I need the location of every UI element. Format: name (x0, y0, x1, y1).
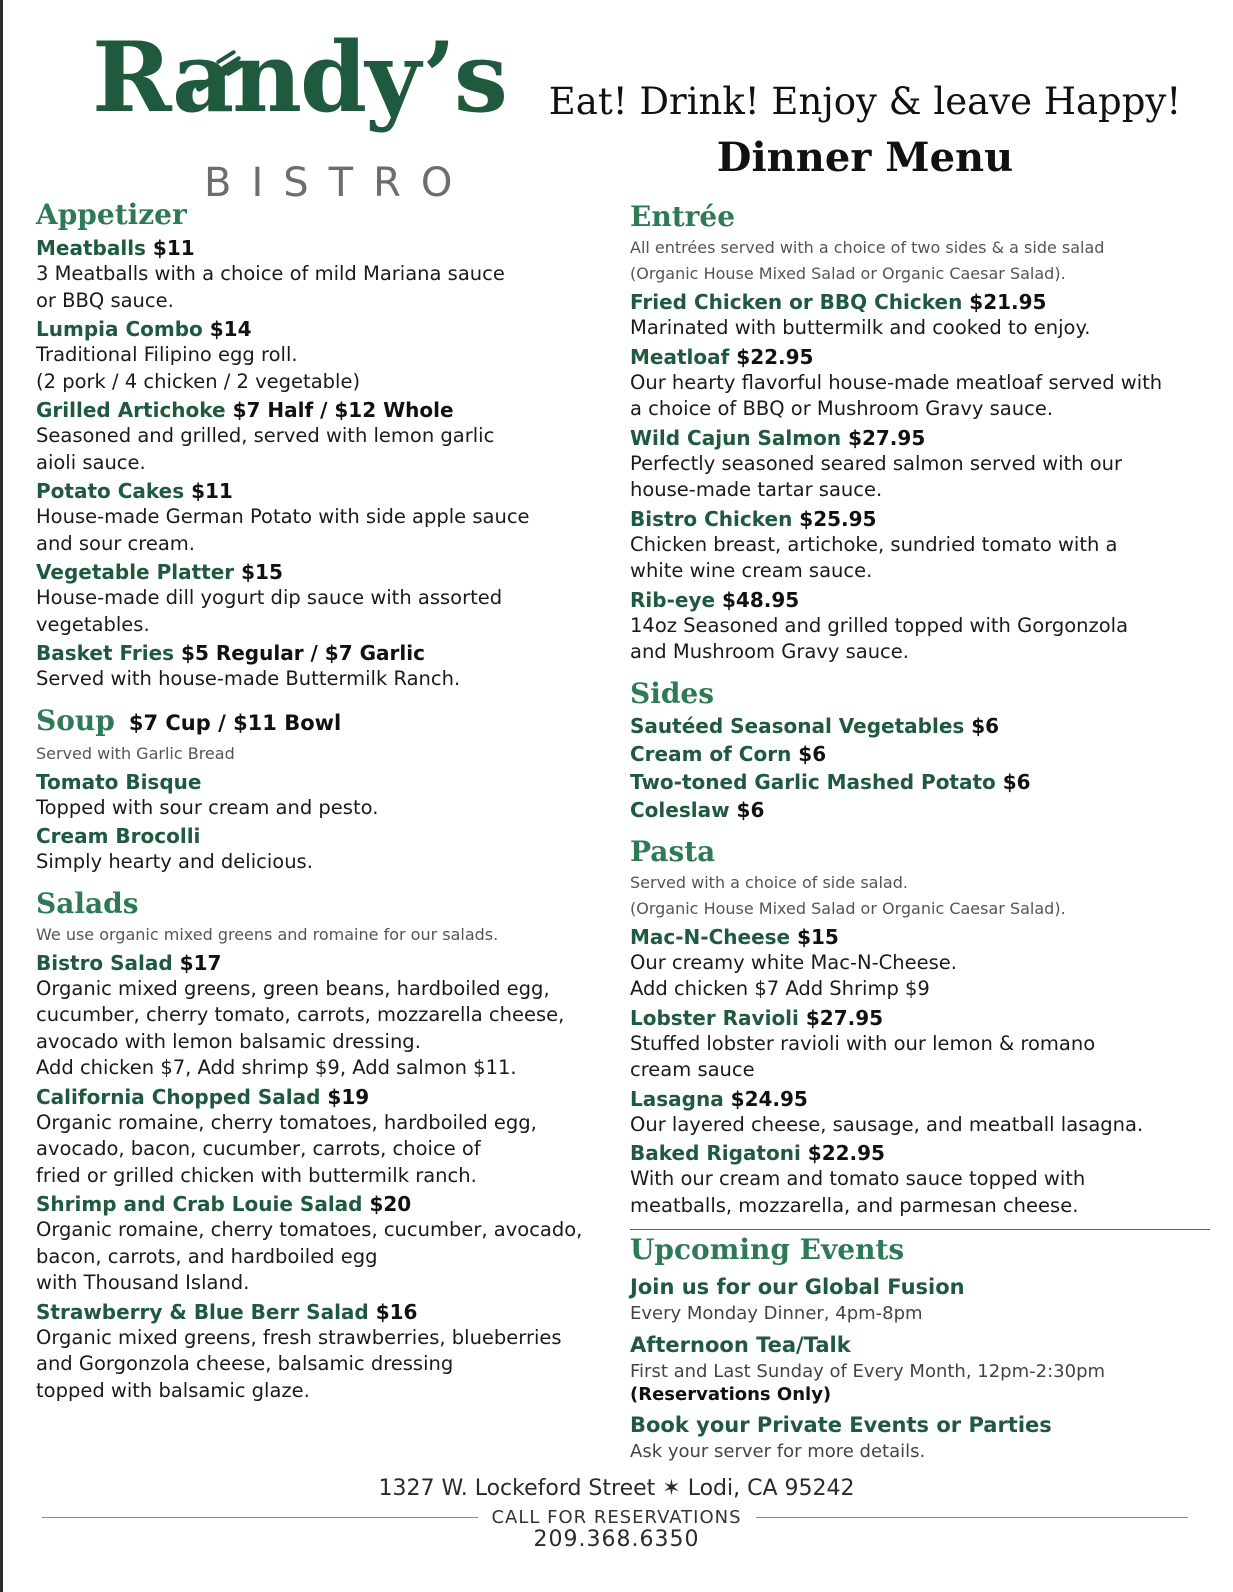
item-description: Organic romaine, cherry tomatoes, cucumber, avocado, (36, 1218, 583, 1241)
item-name-text: Rib-eye (630, 587, 716, 612)
menu-item (630, 289, 1215, 342)
item-name (36, 769, 616, 795)
item-name (630, 506, 1215, 532)
entree-title: Entrée (630, 200, 736, 233)
item-name-text: Grilled Artichoke (36, 398, 226, 422)
item-description: Chicken breast, artichoke, sundried tomato with a (630, 532, 1118, 556)
footer-call-label: CALL FOR RESERVATIONS (491, 1507, 742, 1528)
item-description: With our cream and tomato sauce topped with (630, 1167, 1086, 1190)
item-description: House-made German Potato with side apple sauce (36, 505, 530, 528)
salads-list (36, 950, 616, 1405)
menu-item (36, 823, 616, 876)
item-name (36, 559, 616, 585)
menu-item (630, 344, 1215, 423)
item-description: Add chicken $7, Add shrimp $9, Add salmon $11. (36, 1056, 517, 1079)
side-item (630, 796, 1215, 824)
item-description: avocado, bacon, cucumber, carrots, choice of (36, 1137, 481, 1160)
side-item-name: Cream of Corn (630, 741, 792, 766)
sides-list (630, 712, 1215, 824)
menu-item (36, 397, 616, 476)
item-name-text: Lasagna (630, 1086, 724, 1111)
item-description: Served with house-made Buttermilk Ranch. (36, 667, 461, 690)
item-description: aioli sauce. (36, 450, 146, 474)
side-item-price: $6 (798, 741, 827, 766)
event-description: Ask your server for more details. (630, 1441, 926, 1462)
item-name (630, 425, 1215, 451)
event-description: First and Last Sunday of Every Month, 12pm-2:30pm (630, 1361, 1106, 1382)
item-price: $15 (241, 560, 283, 584)
item-name-text: Cream Brocolli (36, 824, 201, 848)
item-name (36, 316, 616, 342)
item-description: and sour cream. (36, 531, 195, 555)
item-name (36, 235, 616, 261)
item-name (36, 950, 616, 976)
item-name-text: Baked Rigatoni (630, 1141, 801, 1165)
item-name-text: Meatballs (36, 236, 146, 260)
soup-note: Served with Garlic Bread (36, 743, 235, 763)
soup-title (36, 703, 616, 741)
right-column (630, 199, 1215, 1464)
item-description: vegetables. (36, 612, 150, 636)
item-description: House-made dill yogurt dip sauce with assorted (36, 586, 503, 609)
item-name-text: Bistro Chicken (630, 506, 793, 531)
sides-title: Sides (630, 676, 715, 710)
item-name (630, 344, 1215, 370)
item-name (630, 587, 1215, 613)
item-price: $21.95 (969, 290, 1047, 314)
menu-item (36, 1299, 616, 1405)
side-item-name: Sautéed Seasonal Vegetables (630, 713, 965, 738)
pasta-title: Pasta (630, 834, 716, 868)
item-description: cucumber, cherry tomato, carrots, mozzarella cheese, (36, 1003, 565, 1026)
item-name-text: Shrimp and Crab Louie Salad (36, 1192, 363, 1216)
item-price: $14 (209, 317, 252, 341)
page-edge (0, 0, 3, 1592)
soup-title-text: Soup (36, 703, 115, 737)
item-price: $27.95 (848, 425, 926, 450)
item-name (36, 397, 616, 423)
side-item-price: $6 (971, 713, 1000, 738)
item-description: Perfectly seasoned seared salmon served with our (630, 451, 1123, 475)
menu-item (630, 587, 1215, 666)
logo-subtitle: BISTRO (204, 160, 473, 206)
item-description: Marinated with buttermilk and cooked to enjoy. (630, 316, 1091, 339)
item-description: with Thousand Island. (36, 1271, 250, 1294)
soup-price: $7 Cup / $11 Bowl (128, 710, 342, 735)
item-description: avocado with lemon balsamic dressing. (36, 1029, 421, 1053)
logo-wordmark: Randy’s (92, 21, 506, 134)
entree-note: (Organic House Mixed Salad or Organic Caesar Salad). (630, 264, 1066, 283)
item-name-text: Lumpia Combo (36, 317, 203, 341)
logo (92, 20, 506, 210)
item-description: and Gorgonzola cheese, balsamic dressing (36, 1352, 454, 1375)
side-item-name: Coleslaw (630, 797, 730, 822)
menu-item (36, 559, 616, 638)
item-name-text: Lobster Ravioli (630, 1005, 799, 1030)
menu-item (630, 924, 1215, 1003)
item-name-text: Basket Fries (36, 641, 175, 665)
menu-item (36, 640, 616, 693)
side-item (630, 712, 1215, 740)
menu-item (36, 235, 616, 314)
events-title: Upcoming Events (630, 1233, 905, 1266)
menu-item (630, 1086, 1215, 1139)
footer-divider-right (756, 1517, 1188, 1518)
menu-item (630, 1005, 1215, 1084)
item-price: $15 (797, 924, 839, 949)
item-name (630, 1086, 1215, 1112)
footer-phone: 209.368.6350 (533, 1527, 700, 1552)
menu-item (36, 478, 616, 557)
item-name (36, 640, 616, 666)
item-name (36, 1299, 616, 1325)
item-name (36, 478, 616, 504)
soup-list (36, 769, 616, 876)
item-description: meatballs, mozzarella, and parmesan cheese. (630, 1193, 1079, 1217)
menu-item (630, 506, 1215, 585)
item-description: 14oz Seasoned and grilled topped with Gorgonzola (630, 613, 1129, 637)
entree-note: All entrées served with a choice of two sides & a side salad (630, 238, 1105, 257)
side-item-price: $6 (1002, 769, 1031, 794)
menu-item (36, 1191, 616, 1297)
item-name-text: Tomato Bisque (36, 769, 202, 794)
item-name-text: Meatloaf (630, 344, 730, 369)
item-description: 3 Meatballs with a choice of mild Mariana sauce (36, 262, 505, 285)
item-name (36, 1084, 616, 1110)
item-description: fried or grilled chicken with buttermilk ranch. (36, 1163, 477, 1187)
item-description: bacon, carrots, and hardboiled egg (36, 1244, 378, 1268)
item-description: Stuffed lobster ravioli with our lemon & romano (630, 1031, 1096, 1055)
item-description: or BBQ sauce. (36, 288, 174, 312)
item-description: Organic romaine, cherry tomatoes, hardboiled egg, (36, 1110, 537, 1134)
item-price: $22.95 (807, 1141, 885, 1165)
item-description: Our hearty flavorful house-made meatloaf served with (630, 370, 1163, 394)
page-title: Dinner Menu (716, 134, 1014, 181)
events-divider (630, 1229, 1210, 1230)
item-description: Our creamy white Mac-N-Cheese. (630, 950, 957, 974)
item-description: cream sauce (630, 1058, 755, 1081)
item-name-text: California Chopped Salad (36, 1084, 321, 1109)
appetizer-list (36, 235, 616, 693)
pasta-note: (Organic House Mixed Salad or Organic Caesar Salad). (630, 898, 1066, 918)
item-name-text: Wild Cajun Salmon (630, 425, 842, 450)
item-description: white wine cream sauce. (630, 559, 873, 582)
menu-item (36, 769, 616, 822)
item-description: (2 pork / 4 chicken / 2 vegetable) (36, 369, 361, 393)
item-price: $17 (179, 950, 222, 975)
side-item (630, 768, 1215, 796)
menu-item (630, 425, 1215, 504)
event-title: Join us for our Global Fusion (630, 1275, 965, 1299)
item-name-text: Strawberry & Blue Berr Salad (36, 1299, 369, 1324)
item-name-text: Mac-N-Cheese (630, 924, 791, 949)
item-description: Our layered cheese, sausage, and meatball lasagna. (630, 1112, 1144, 1136)
item-name-text: Fried Chicken or BBQ Chicken (630, 290, 963, 314)
salads-title: Salads (36, 886, 139, 920)
item-price: $48.95 (722, 587, 800, 612)
side-item-price: $6 (736, 797, 765, 822)
item-name-text: Vegetable Platter (36, 560, 235, 584)
left-column (36, 197, 616, 1404)
item-description: Organic mixed greens, fresh strawberries, blueberries (36, 1325, 562, 1349)
item-price: $11 (152, 236, 195, 260)
item-description: Add chicken $7 Add Shrimp $9 (630, 977, 930, 1000)
event-title: Book your Private Events or Parties (630, 1413, 1052, 1437)
item-description: house-made tartar sauce. (630, 478, 883, 501)
item-name (630, 1140, 1215, 1166)
item-price: $27.95 (805, 1005, 884, 1030)
item-price: $7 Half / $12 Whole (232, 398, 454, 422)
item-name (36, 823, 616, 849)
item-description: Seasoned and grilled, served with lemon garlic (36, 424, 495, 447)
item-name-text: Bistro Salad (36, 950, 173, 975)
entree-list (630, 289, 1215, 666)
salads-note: We use organic mixed greens and romaine for our salads. (36, 924, 499, 944)
side-item (630, 740, 1215, 768)
item-price: $25.95 (799, 506, 877, 531)
event-note: (Reservations Only) (630, 1384, 832, 1405)
item-description: Traditional Filipino egg roll. (36, 343, 298, 366)
item-name (630, 289, 1215, 315)
item-price: $24.95 (730, 1086, 808, 1111)
tagline: Eat! Drink! Enjoy & leave Happy! (548, 80, 1182, 123)
item-name (36, 1191, 616, 1217)
item-price: $16 (375, 1299, 418, 1324)
menu-item (630, 1140, 1215, 1219)
menu-item (36, 950, 616, 1082)
item-name (630, 1005, 1215, 1031)
item-name (630, 924, 1215, 950)
item-price: $11 (191, 479, 233, 503)
item-description: Organic mixed greens, green beans, hardboiled egg, (36, 976, 550, 1000)
item-price: $19 (327, 1084, 370, 1109)
item-price: $20 (369, 1192, 412, 1216)
footer-address: 1327 W. Lockeford Street ✶ Lodi, CA 95242 (378, 1476, 855, 1501)
pasta-list (630, 924, 1215, 1220)
pasta-note: Served with a choice of side salad. (630, 872, 908, 892)
item-name-text: Potato Cakes (36, 479, 185, 503)
menu-item (36, 316, 616, 395)
item-description: topped with balsamic glaze. (36, 1378, 310, 1402)
appetizer-title: Appetizer (36, 198, 187, 231)
menu-item (36, 1084, 616, 1190)
item-description: and Mushroom Gravy sauce. (630, 640, 909, 663)
item-price: $5 Regular / $7 Garlic (181, 641, 425, 665)
item-description: Topped with sour cream and pesto. (36, 795, 379, 819)
item-description: Simply hearty and delicious. (36, 850, 313, 873)
item-price: $22.95 (736, 344, 814, 369)
side-item-name: Two-toned Garlic Mashed Potato (630, 769, 996, 794)
event-title: Afternoon Tea/Talk (630, 1333, 851, 1357)
item-description: a choice of BBQ or Mushroom Gravy sauce. (630, 397, 1054, 420)
event-description: Every Monday Dinner, 4pm-8pm (630, 1303, 923, 1324)
events-list (630, 1272, 1215, 1464)
